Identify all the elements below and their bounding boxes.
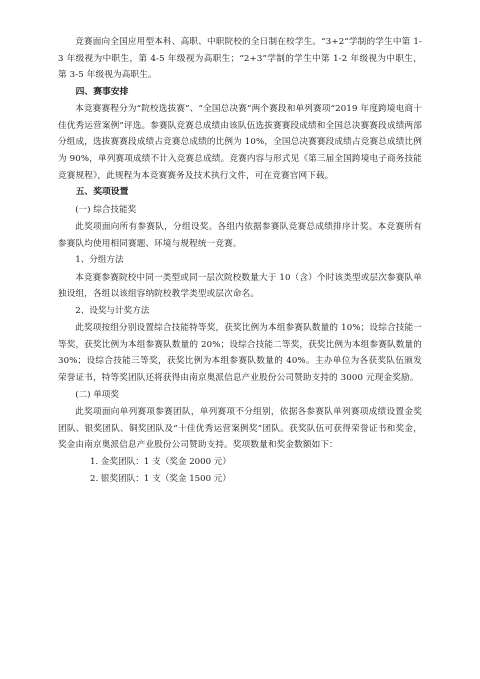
- section-heading-awards: 五、奖项设置: [75, 187, 129, 198]
- comprehensive-award-paragraph: 此奖项面向所有参赛队，分组设奖。各组内依据参赛队竞赛总成绩排序计奖。本竞赛所有参赛队均使用相同赛题、环境与规程统一竞赛。: [58, 221, 422, 249]
- award-method-paragraph: 此奖项按组分别设置综合技能特等奖，获奖比例为本组参赛队数量的 10%；设综合技能一等奖，获奖比例为本组参赛队数量的 20%；设综合技能二等奖，获奖比例为本组参赛队数量的 30%；设综合技能三等奖，获奖比例为本组参赛队数量的 40%。主办单位为各获奖队伍颁发荣誉证书，特等奖团队还将获得由南京奥派信息产业股份公司赞助支持的 3000 元现金奖励。: [58, 323, 422, 383]
- item-heading-award-method: 2、设奖与计奖方法: [75, 305, 150, 316]
- subsection-heading-comprehensive-award: (一) 综合技能奖: [75, 204, 137, 215]
- list-item: 2. 银奖团队：1 支（奖金 1500 元）: [90, 474, 231, 485]
- grouping-paragraph: 本竞赛参赛院校中同一类型或同一层次院校数量大于 10（含）个时该类型或层次参赛队单独设组，各组以该组容纳院校教学类型或层次命名。: [58, 272, 422, 300]
- subsection-heading-single-award: (二) 单项奖: [75, 389, 119, 400]
- eligibility-paragraph: 竞赛面向全国应用型本科、高职、中职院校的全日制在校学生。“3+2”学制的学生中第 1-3 年级视为中职生，第 4-5 年级视为高职生；“2+3”学制的学生中第 1-2 年级视为中职生，第 3-5 年级视为高职生。: [58, 37, 422, 81]
- single-award-paragraph: 此奖项面向单列赛项参赛团队，单列赛项不分组别，依据各参赛队单列赛项成绩设置金奖团队、银奖团队、铜奖团队及“十佳优秀运营案例奖”团队。获奖队伍可获得荣誉证书和奖金，奖金由南京奥派信息产业股份公司赞助支持。奖项数量和奖金数额如下：: [58, 406, 422, 451]
- schedule-paragraph: 本竞赛赛程分为“院校选拔赛”、“全国总决赛”两个赛段和单列赛项“2019 年度跨境电商十佳优秀运营案例”评选。参赛队竞赛总成绩由该队伍选拔赛赛段成绩和全国总决赛赛段成绩两部分组成，选拔赛赛段成绩占竞赛总成绩的比例为 10%，全国总决赛赛段成绩占竞赛总成绩比例为 90%，单列赛项成绩不计入竞赛总成绩。竞赛内容与形式见《第三届全国跨境电子商务技能竞赛规程》，此规程为本竞赛赛务及技术执行文件，可在竞赛官网下载。: [58, 104, 422, 181]
- item-heading-grouping: 1、分组方法: [75, 255, 124, 266]
- section-heading-schedule: 四、赛事安排: [75, 86, 129, 97]
- list-item: 1. 金奖团队：1 支（奖金 2000 元）: [90, 456, 231, 467]
